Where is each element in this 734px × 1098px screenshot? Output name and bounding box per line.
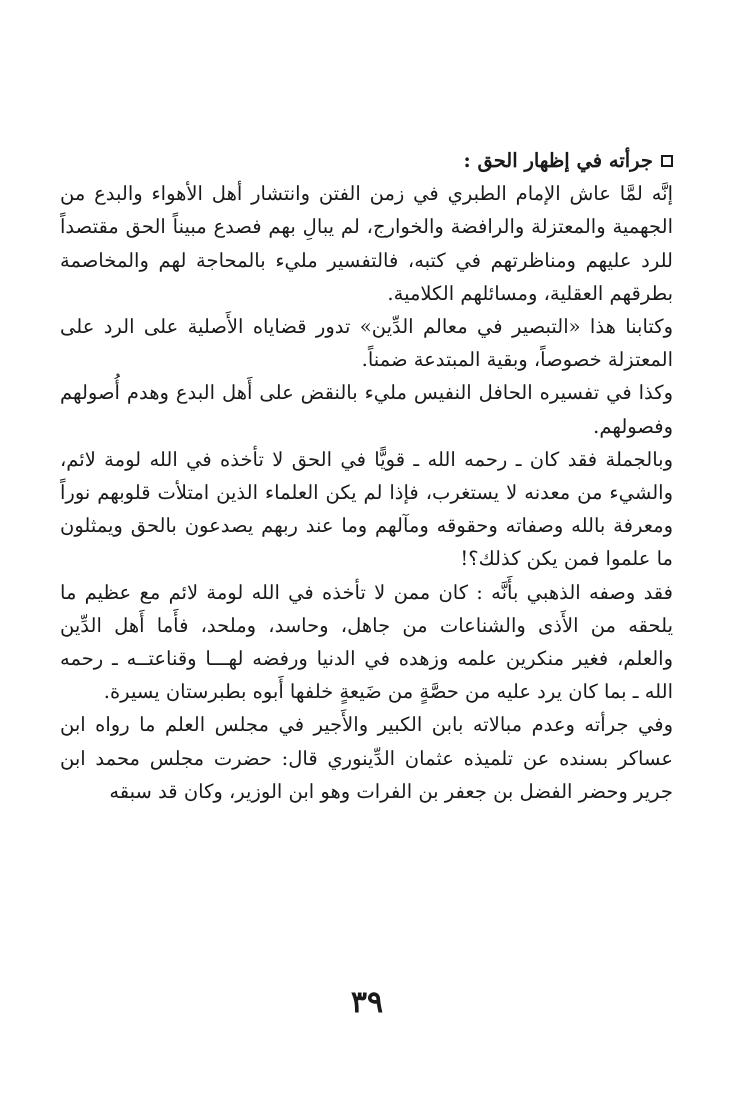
page-body <box>60 144 673 808</box>
paragraph-6: وفي جرأته وعدم مبالاته بابن الكبير والأَجير في مجلس العلم ما رواه ابن عساكر بسنده عن تلميذه عثمان الدِّينوري قال: حضرت مجلس محمد ابن جرير وحضر الفضل بن جعفر بن الفرات وهو ابن الوزير، وكان قد سبقه <box>60 713 673 803</box>
paragraph-2: وكتابنا هذا «التبصير في معالم الدِّين» تدور قضاياه الأَصلية على الرد على المعتزلة خصوصاً، وبقية المبتدعة ضمناً. <box>60 315 673 372</box>
page-number: ٣٩ <box>350 985 384 1020</box>
paragraph-1: إنَّه لمَّا عاش الإمام الطبري في زمن الفتن وانتشار أهل الأهواء والبدع من الجهمية والمعتزلة والرافضة والخوارج، لم يبالِ بهم فصدع مبيناً الحق مقتصداً للرد عليهم ومناظرتهم في كتبه، فالتفسير مليء بالمحاجة لهم والمخاصمة بطرقهم العقلية، ومسائلهم الكلامية. <box>60 182 673 305</box>
paragraph-5: فقد وصفه الذهبي بأَنَّه : كان ممن لا تأخذه في الله لومة لائم مع عظيم ما يلحقه من الأَذى والشناعات من جاهل، وحاسد، وملحد، فأَما أَهل الدِّين والعلم، فغير منكرين علمه وزهده في الدنيا ورفضه لهـــا وقناعتــه ـ رحمه الله ـ بما كان يرد عليه من حصَّةٍ من ضَيعةٍ خلفها أَبوه بطبرستان يسيرة. <box>60 580 673 704</box>
square-icon <box>661 155 673 167</box>
paragraph-4: وبالجملة فقد كان ـ رحمه الله ـ قويًّا في الحق لا تأخذه في الله لومة لائم، والشيء من معدنه لا يستغرب، فإذا لم يكن العلماء الذين امتلأت قلوبهم نوراً ومعرفة بالله وصفاته وحقوقه ومآلهم وما عند ربهم يصدعون بالحق ويمثلون ما علموا فمن يكن كذلك؟! <box>60 447 673 571</box>
section-heading <box>60 144 673 177</box>
section-heading-text: جرأته في إظهار الحق : <box>463 149 653 172</box>
paragraph-3: وكذا في تفسيره الحافل النفيس مليء بالنقض على أَهل البدع وهدم أُصولهم وفصولهم. <box>60 381 673 438</box>
